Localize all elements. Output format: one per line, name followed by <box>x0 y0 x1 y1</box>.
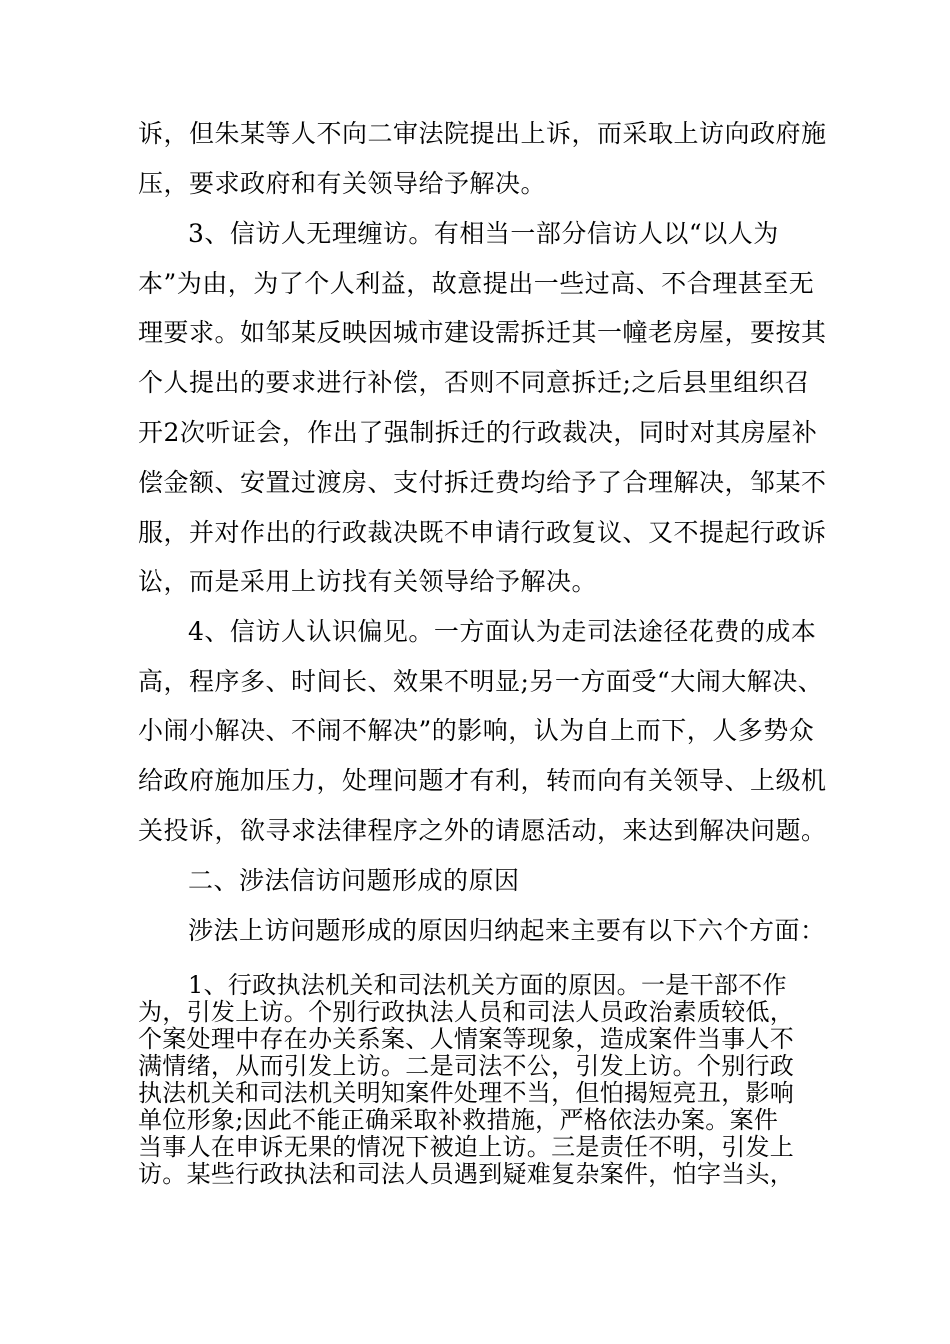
text-line: 本”为由，为了个人利益，故意提出一些过高、不合理甚至无 <box>138 269 815 298</box>
text-line: 高，程序多、时间长、效果不明显;另一方面受“大闹大解决、 <box>138 667 824 696</box>
text-line: 理要求。如邹某反映因城市建设需拆迁其一幢老房屋，要按其 <box>138 318 827 347</box>
text-line: 诉，但朱某等人不向二审法院提出上诉，而采取上访向政府施 <box>138 119 827 148</box>
section-heading: 二、涉法信访问题形成的原因 <box>188 866 520 895</box>
text-line: 讼，而是采用上访找有关领导给予解决。 <box>138 567 598 596</box>
text-line: 1、行政执法机关和司法机关方面的原因。一是干部不作 <box>188 971 787 999</box>
text-line: 访。某些行政执法和司法人员遇到疑难复杂案件，怕字当头， <box>138 1160 795 1188</box>
text-line: 满情绪，从而引发上访。二是司法不公，引发上访。个别行政 <box>138 1052 795 1080</box>
text-line: 个案处理中存在办关系案、人情案等现象，造成案件当事人不 <box>138 1025 795 1053</box>
text-line: 4、信访人认识偏见。一方面认为走司法途径花费的成本 <box>188 617 817 646</box>
text-line: 为，引发上访。个别行政执法人员和司法人员政治素质较低， <box>138 998 795 1026</box>
text-line: 小闹小解决、不闹不解决”的影响，认为自上而下，人多势众 <box>138 716 815 745</box>
text-line: 当事人在申诉无果的情况下被迫上访。三是责任不明，引发上 <box>138 1133 795 1161</box>
text-line: 服，并对作出的行政裁决既不申请行政复议、又不提起行政诉 <box>138 518 827 547</box>
text-line: 偿金额、安置过渡房、支付拆迁费均给予了合理解决，邹某不 <box>138 468 827 497</box>
text-line: 关投诉，欲寻求法律程序之外的请愿活动，来达到解决问题。 <box>138 816 827 845</box>
text-line: 开2次听证会，作出了强制拆迁的行政裁决，同时对其房屋补 <box>138 418 818 447</box>
text-line: 执法机关和司法机关明知案件处理不当，但怕揭短亮丑，影响 <box>138 1079 795 1107</box>
text-line: 3、信访人无理缠访。有相当一部分信访人以“以人为 <box>188 219 779 248</box>
text-line: 个人提出的要求进行补偿，否则不同意拆迁;之后县里组织召 <box>138 368 810 397</box>
text-line: 给政府施加压力，处理问题才有利，转而向有关领导、上级机 <box>138 766 827 795</box>
text-line: 单位形象;因此不能正确采取补救措施，严格依法办案。案件 <box>138 1106 779 1134</box>
text-line: 压，要求政府和有关领导给予解决。 <box>138 169 547 198</box>
text-line: 涉法上访问题形成的原因归纳起来主要有以下六个方面： <box>188 916 826 945</box>
